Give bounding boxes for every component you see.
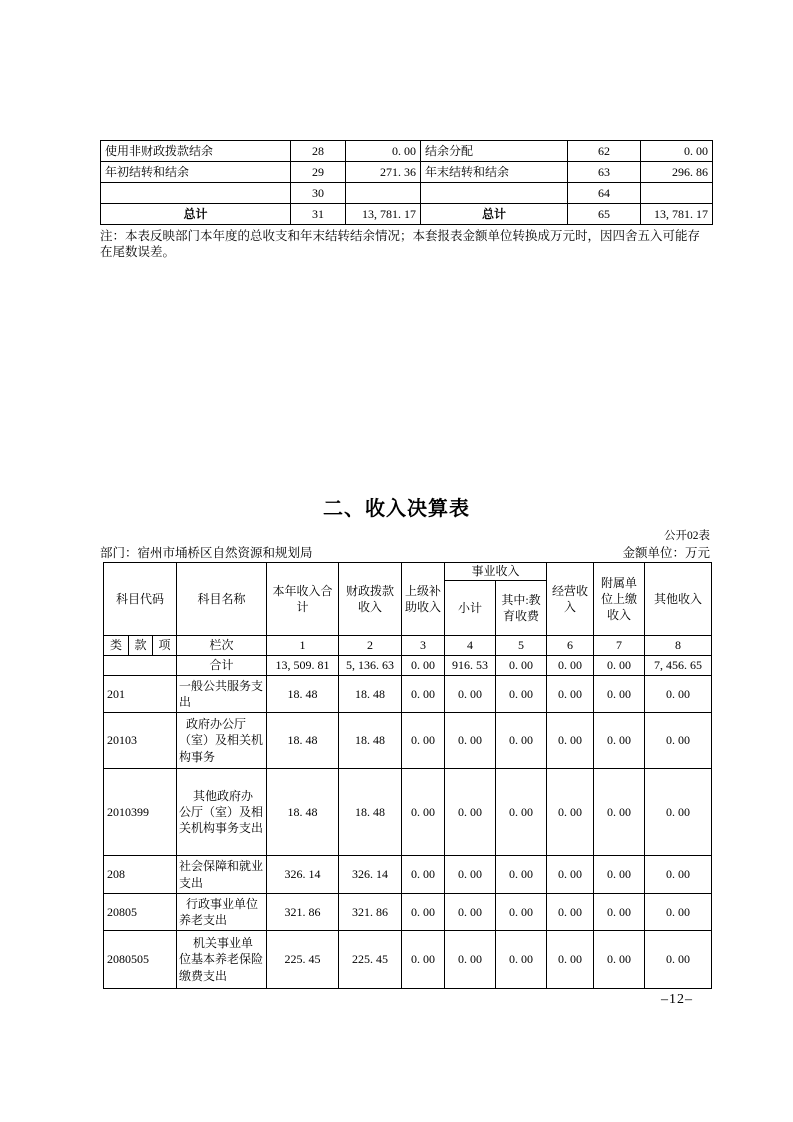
value-cell: 0. 00 (547, 676, 594, 713)
value-cell: 0. 00 (496, 856, 547, 894)
value-cell: 916. 53 (445, 656, 496, 676)
value-cell: 326. 14 (267, 856, 339, 894)
section-title: 二、收入决算表 (323, 498, 470, 520)
header-total-income: 本年收入合计 (267, 563, 339, 636)
line-number-cell: 30 (291, 183, 346, 204)
value-cell: 18. 48 (339, 769, 402, 856)
value-cell: 0. 00 (594, 769, 645, 856)
amount-cell: 13, 781. 17 (346, 204, 421, 225)
value-cell: 0. 00 (645, 769, 712, 856)
line-number-cell: 29 (291, 162, 346, 183)
value-cell: 225. 45 (339, 931, 402, 989)
value-cell: 13, 509. 81 (267, 656, 339, 676)
value-cell: 0. 00 (594, 656, 645, 676)
value-cell: 0. 00 (594, 713, 645, 769)
value-cell: 321. 86 (267, 894, 339, 931)
col-index-cell: 8 (645, 636, 712, 656)
value-cell: 0. 00 (594, 931, 645, 989)
value-cell: 18. 48 (339, 676, 402, 713)
value-cell: 5, 136. 63 (339, 656, 402, 676)
table-row (101, 183, 713, 204)
income-row (104, 676, 712, 713)
table-meta-row (100, 543, 710, 561)
value-cell: 0. 00 (402, 894, 445, 931)
value-cell: 0. 00 (402, 656, 445, 676)
value-cell: 0. 00 (402, 713, 445, 769)
table-code-label: 公开02表 (664, 530, 710, 542)
income-row (104, 931, 712, 989)
subject-code-cell: 20805 (104, 894, 177, 931)
value-cell: 0. 00 (445, 894, 496, 931)
header-subject-code: 科目代码 (104, 563, 177, 636)
value-cell: 0. 00 (402, 769, 445, 856)
carryover-totals-table (100, 140, 713, 225)
amount-cell: 271. 36 (346, 162, 421, 183)
subject-code-cell: 201 (104, 676, 177, 713)
amount-cell (346, 183, 421, 204)
value-cell: 0. 00 (402, 856, 445, 894)
subject-code-cell: 2010399 (104, 769, 177, 856)
row-label-cell: 年初结转和结余 (101, 162, 291, 183)
header-education-fee: 其中:教育收费 (496, 581, 547, 636)
col-index-cell: 4 (445, 636, 496, 656)
value-cell: 18. 48 (267, 676, 339, 713)
total-label-cell: 总计 (421, 204, 568, 225)
table-row (101, 162, 713, 183)
income-row (104, 713, 712, 769)
value-cell: 0. 00 (402, 676, 445, 713)
value-cell: 0. 00 (594, 676, 645, 713)
header-other-income: 其他收入 (645, 563, 712, 636)
value-cell: 0. 00 (645, 894, 712, 931)
income-statement-table (103, 562, 712, 989)
row-label-cell (421, 183, 568, 204)
header-row (104, 563, 712, 581)
subject-name-cell: 机关事业单位基本养老保险缴费支出 (177, 931, 267, 989)
value-cell: 0. 00 (594, 894, 645, 931)
line-number-cell: 28 (291, 141, 346, 162)
value-cell: 18. 48 (267, 769, 339, 856)
amount-cell: 0. 00 (346, 141, 421, 162)
income-row (104, 769, 712, 856)
value-cell: 0. 00 (445, 856, 496, 894)
col-index-cell: 1 (267, 636, 339, 656)
income-row (104, 856, 712, 894)
subject-code-cell: 2080505 (104, 931, 177, 989)
header-affiliated-income: 附属单位上缴收入 (594, 563, 645, 636)
income-row (104, 894, 712, 931)
col-section-cell: 款 (129, 636, 153, 656)
value-cell: 0. 00 (547, 931, 594, 989)
value-cell: 0. 00 (445, 676, 496, 713)
total-label-cell: 总计 (101, 204, 291, 225)
value-cell: 225. 45 (267, 931, 339, 989)
value-cell: 0. 00 (547, 656, 594, 676)
value-cell: 18. 48 (267, 713, 339, 769)
department-label: 部门：宿州市埇桥区自然资源和规划局 (100, 546, 313, 560)
value-cell: 0. 00 (445, 931, 496, 989)
value-cell: 0. 00 (547, 856, 594, 894)
value-cell: 0. 00 (547, 713, 594, 769)
value-cell: 0. 00 (645, 676, 712, 713)
amount-cell: 0. 00 (641, 141, 713, 162)
amount-cell (641, 183, 713, 204)
line-number-cell: 31 (291, 204, 346, 225)
col-index-cell: 3 (402, 636, 445, 656)
subject-name-cell: 政府办公厅（室）及相关机构事务 (177, 713, 267, 769)
subject-name-cell: 其他政府办公厅（室）及相关机构事务支出 (177, 769, 267, 856)
value-cell: 0. 00 (496, 676, 547, 713)
col-index-cell: 7 (594, 636, 645, 656)
value-cell: 326. 14 (339, 856, 402, 894)
table-row-total (101, 204, 713, 225)
value-cell: 0. 00 (594, 856, 645, 894)
subject-name-cell: 行政事业单位养老支出 (177, 894, 267, 931)
value-cell: 0. 00 (645, 931, 712, 989)
header-fiscal-income: 财政拨款收入 (339, 563, 402, 636)
subject-name-cell: 一般公共服务支出 (177, 676, 267, 713)
value-cell: 0. 00 (496, 656, 547, 676)
line-number-cell: 65 (568, 204, 641, 225)
value-cell: 0. 00 (445, 769, 496, 856)
col-index-cell: 2 (339, 636, 402, 656)
subject-name-cell: 社会保障和就业支出 (177, 856, 267, 894)
value-cell: 0. 00 (645, 713, 712, 769)
header-subsidy-income: 上级补助收入 (402, 563, 445, 636)
value-cell: 18. 48 (339, 713, 402, 769)
row-label-cell: 使用非财政拨款结余 (101, 141, 291, 162)
unit-label: 金额单位：万元 (622, 546, 710, 560)
row-label-cell: 结余分配 (421, 141, 568, 162)
empty-cell (104, 656, 177, 676)
value-cell: 0. 00 (402, 931, 445, 989)
value-cell: 0. 00 (547, 894, 594, 931)
row-label-cell: 年末结转和结余 (421, 162, 568, 183)
line-number-cell: 64 (568, 183, 641, 204)
grand-total-row (104, 656, 712, 676)
value-cell: 0. 00 (496, 769, 547, 856)
line-number-cell: 63 (568, 162, 641, 183)
column-index-row (104, 636, 712, 656)
value-cell: 0. 00 (496, 894, 547, 931)
value-cell: 0. 00 (496, 931, 547, 989)
value-cell: 0. 00 (496, 713, 547, 769)
amount-cell: 296. 86 (641, 162, 713, 183)
col-index-cell: 6 (547, 636, 594, 656)
col-index-cell: 5 (496, 636, 547, 656)
table-footnote: 注：本表反映部门本年度的总收支和年末结转结余情况；本套报表金额单位转换成万元时，因四舍五入可能存在尾数误差。 (100, 229, 701, 259)
col-item-cell: 项 (153, 636, 177, 656)
header-business-income: 事业收入 (445, 563, 547, 581)
col-index-label: 栏次 (177, 636, 267, 656)
total-row-label: 合计 (177, 656, 267, 676)
value-cell: 0. 00 (445, 713, 496, 769)
subject-code-cell: 20103 (104, 713, 177, 769)
value-cell: 321. 86 (339, 894, 402, 931)
subject-code-cell: 208 (104, 856, 177, 894)
row-label-cell (101, 183, 291, 204)
value-cell: 0. 00 (645, 856, 712, 894)
amount-cell: 13, 781. 17 (641, 204, 713, 225)
line-number-cell: 62 (568, 141, 641, 162)
col-class-cell: 类 (104, 636, 129, 656)
value-cell: 7, 456. 65 (645, 656, 712, 676)
value-cell: 0. 00 (547, 769, 594, 856)
header-subtotal: 小计 (445, 581, 496, 636)
header-subject-name: 科目名称 (177, 563, 267, 636)
header-operating-income: 经营收入 (547, 563, 594, 636)
table-row (101, 141, 713, 162)
page-number: –12– (661, 992, 693, 1007)
